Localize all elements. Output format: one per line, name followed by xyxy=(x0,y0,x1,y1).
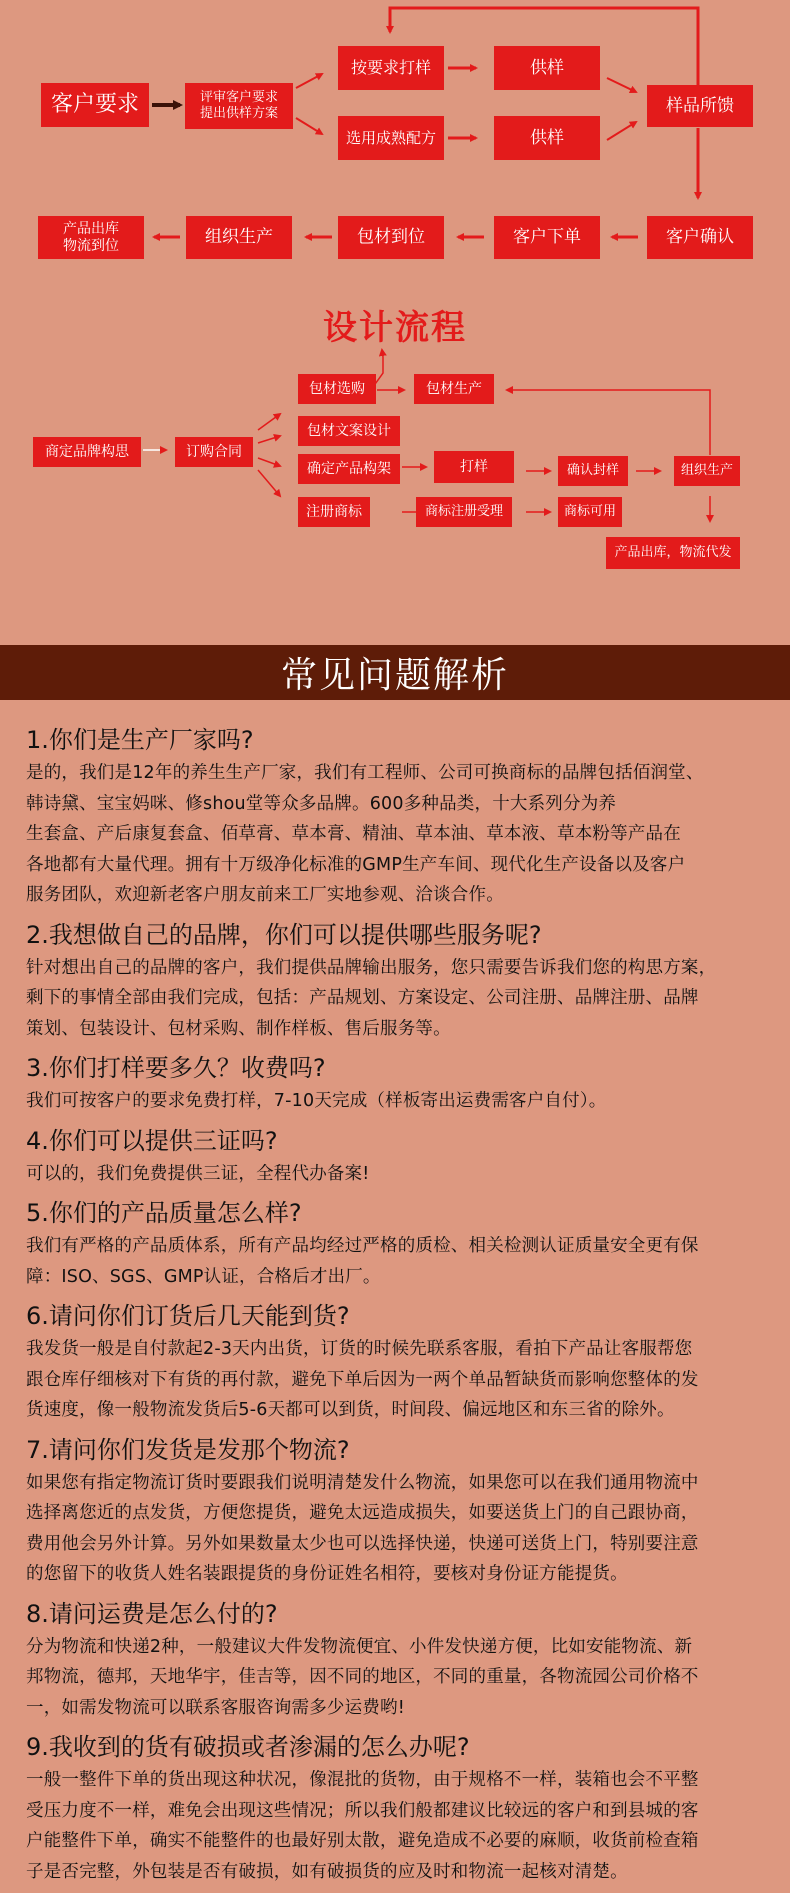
proofing-box: 打样 xyxy=(434,451,514,483)
arrow xyxy=(296,118,322,134)
faq-item xyxy=(26,1596,778,1724)
arrow xyxy=(507,390,710,455)
arrow xyxy=(607,78,636,92)
faq-question: 7.请问你们发货是发那个物流? xyxy=(26,1435,350,1464)
faq-item xyxy=(26,722,778,911)
register-trademark-box: 注册商标 xyxy=(298,497,370,527)
faq-answer: 如果您有指定物流订货时要跟我们说明清楚发什么物流，如果您可以在我们通用物流中 选择离您近的点发货，方便您提货，避免太远造成损失，如要送货上门的自己跟协商， 费用他会另外计算。另外如果数量太少也可以选择快递，快递可送货上门，特别要注意 的您留下的收货人姓名装跟提货的身份证姓名相符，要核对身份证方能提货。 xyxy=(26,1472,699,1584)
customer-request-box: 客户要求 xyxy=(41,83,149,127)
faq-answer: 我发货一般是自付款起2-3天内出货，订货的时候先联系客服，看拍下产品让客服帮您 跟仓库仔细核对下有货的再付款，避免下单后因为一两个单品暂缺货而影响您整体的发 货速度，像一般物流发货后5-6天都可以到货，时间段、偏远地区和东三省的除外。 xyxy=(26,1339,699,1420)
faq-item xyxy=(26,917,778,1045)
faq-answer: 分为物流和快递2种，一般建议大件发物流便宜、小件发快递方便，比如安能物流、新 邦物流，德邦，天地华宇，佳吉等，因不同的地区，不同的重量，各物流园公司价格不 一，如需发物流可以联系客服咨询需多少运费哟! xyxy=(26,1636,699,1718)
order-contract-box: 订购合同 xyxy=(175,437,253,467)
faq-item xyxy=(26,1123,778,1190)
supply-sample-box-1: 供样 xyxy=(494,46,600,90)
faq-answer: 可以的，我们免费提供三证，全程代办备案! xyxy=(26,1163,370,1184)
use-mature-formula-box: 选用成熟配方 xyxy=(338,116,444,160)
organize-production-box-design: 组织生产 xyxy=(674,456,740,486)
faq-question: 4.你们可以提供三证吗? xyxy=(26,1126,278,1155)
faq-answer: 针对想出自己的品牌的客户，我们提供品牌输出服务，您只需要告诉我们您的构思方案， 剩下的事情全部由我们完成，包括：产品规划、方案设定、公司注册、品牌注册、品牌 策划、包装设计、包材采购、制作样板、售后服务等。 xyxy=(26,957,717,1039)
faq-question: 5.你们的产品质量怎么样? xyxy=(26,1199,302,1227)
arrow xyxy=(258,470,280,496)
faq-answer: 我们可按客户的要求免费打样，7-10天完成（样板寄出运费需客户自付）。 xyxy=(26,1091,607,1111)
brand-concept-box: 商定品牌构思 xyxy=(33,437,141,467)
product-shipping-box: 产品出库 物流到位 xyxy=(38,216,144,259)
review-plan-box: 评审客户要求 提出供样方案 xyxy=(185,83,293,129)
faq-question: 6.请问你们订货后几天能到货? xyxy=(26,1302,350,1330)
arrow xyxy=(258,436,280,443)
arrow xyxy=(258,458,280,466)
faq-banner: 常见问题解析 xyxy=(0,645,790,700)
faq-answer: 我们有严格的产品质体系，所有产品均经过严格的质检、相关检测认证质量安全更有保 障：ISO、SGS、GMP认证，合格后才出厂。 xyxy=(26,1236,699,1287)
sample-feedback-box: 样品所馈 xyxy=(647,85,753,127)
faq-list xyxy=(26,722,778,1893)
trademark-accept-box: 商标注册受理 xyxy=(416,497,512,527)
packaging-select-box: 包材选购 xyxy=(298,374,376,404)
faq-question: 8.请问运费是怎么付的? xyxy=(26,1599,278,1628)
arrow xyxy=(258,414,280,430)
trademark-usable-box: 商标可用 xyxy=(558,497,622,527)
organize-production-box: 组织生产 xyxy=(186,216,292,259)
arrow xyxy=(607,122,636,140)
faq-answer: 是的，我们是12年的养生生产厂家，我们有工程师、公司可换商标的品牌包括佰润堂、 韩诗黛、宝宝妈咪、修shou堂等众多品牌。600多种品类，十大系列分为养 生套盒、产后康复套盒、佰草膏、草本膏、精油、草本油、草本液、草本粉等产品在 各地都有大量代理。拥有十万级净化标准的GMP生产车间、现代化生产设备以及客户 服务团队，欢迎新老客户朋友前来工厂实地参观、洽谈合作。 xyxy=(26,763,704,905)
faq-question: 1.你们是生产厂家吗? xyxy=(26,726,254,754)
confirm-seal-box: 确认封样 xyxy=(558,456,628,486)
supply-sample-box-2: 供样 xyxy=(494,116,600,160)
packaging-copy-box: 包材文案设计 xyxy=(298,416,400,446)
faq-answer: 一般一整件下单的货出现这种状况，像混批的货物，由于规格不一样，装箱也会不平整 受压力度不一样，难免会出现这些情况；所以我们般都建议比较远的客户和到县城的客 户能整件下单，确实不能整件的也最好别太散，避免造成不必要的麻顺，收货前检查箱 子是否完整，外包装是否有破损，如有破损货的应及时和物流一起核对清楚。 xyxy=(26,1770,699,1882)
customer-confirm-box: 客户确认 xyxy=(647,216,753,259)
faq-item xyxy=(26,1050,778,1117)
product-structure-box: 确定产品构架 xyxy=(298,454,400,484)
faq-item xyxy=(26,1298,778,1426)
faq-item xyxy=(26,1195,778,1292)
faq-question: 2.我想做自己的品牌，你们可以提供哪些服务呢? xyxy=(26,920,542,949)
customer-order-box: 客户下单 xyxy=(494,216,600,259)
ship-logistics-box: 产品出库，物流代发 xyxy=(606,537,740,569)
arrow xyxy=(296,74,322,88)
packaging-produce-box: 包材生产 xyxy=(414,374,494,404)
faq-question: 3.你们打样要多久？收费吗? xyxy=(26,1054,326,1082)
faq-question: 9.我收到的货有破损或者渗漏的怎么办呢? xyxy=(26,1733,470,1761)
design-flow-title: 设计流程 xyxy=(323,308,467,348)
packaging-ready-box: 包材到位 xyxy=(338,216,444,259)
sample-by-request-box: 按要求打样 xyxy=(338,46,444,90)
faq-item xyxy=(26,1432,778,1590)
faq-item xyxy=(26,1729,778,1887)
